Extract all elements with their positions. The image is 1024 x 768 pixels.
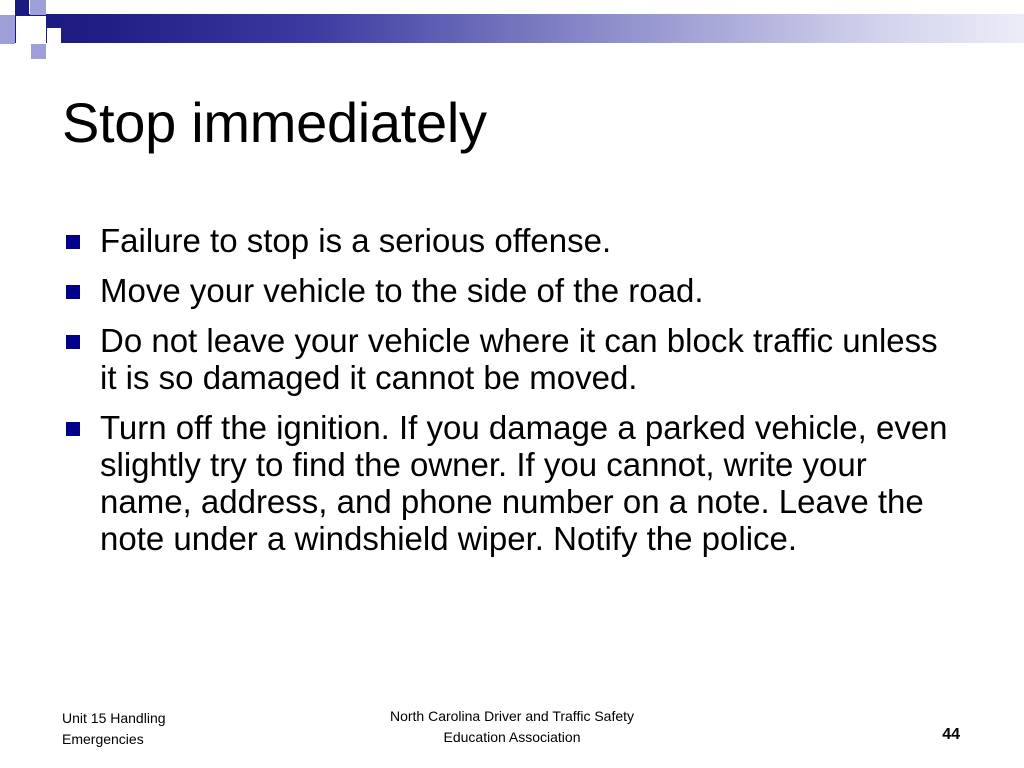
footer-unit-label <box>62 708 262 750</box>
bullet-text: Do not leave your vehicle where it can block traffic unless it is so damaged it cannot be moved. <box>100 322 938 396</box>
square-bullet-icon <box>66 235 80 249</box>
decor-square <box>0 0 15 15</box>
bullet-item <box>62 409 962 557</box>
bullet-text: Move your vehicle to the side of the road. <box>100 272 704 309</box>
bullet-item <box>62 222 962 259</box>
bullet-list <box>62 222 962 570</box>
square-bullet-icon <box>66 422 80 436</box>
footer-organization <box>342 706 682 748</box>
square-bullet-icon <box>66 335 80 349</box>
decor-square <box>0 15 15 44</box>
footer-organization-line: Education Association <box>443 729 581 745</box>
bullet-text: Failure to stop is a serious offense. <box>100 222 612 259</box>
decor-square <box>30 0 46 15</box>
footer-unit-line: Emergencies <box>62 731 144 747</box>
decor-square <box>47 28 61 43</box>
square-bullet-icon <box>66 285 80 299</box>
slide-title: Stop immediately <box>62 91 487 154</box>
bullet-text: Turn off the ignition. If you damage a parked vehicle, even slightly try to find the owner. If you cannot, write your name, address, and phone number on a note. Leave the note under a windshield wiper. Notify the police. <box>100 409 948 557</box>
bullet-item <box>62 322 962 396</box>
footer-unit-line: Unit 15 Handling <box>62 710 166 726</box>
decor-square <box>16 16 46 44</box>
decor-square <box>31 44 46 59</box>
decor-square <box>46 0 62 14</box>
page-number: 44 <box>942 726 960 743</box>
footer-organization-line: North Carolina Driver and Traffic Safety <box>389 708 635 724</box>
decor-square <box>15 0 29 14</box>
header-gradient-bar <box>0 14 1024 43</box>
bullet-item <box>62 272 962 309</box>
